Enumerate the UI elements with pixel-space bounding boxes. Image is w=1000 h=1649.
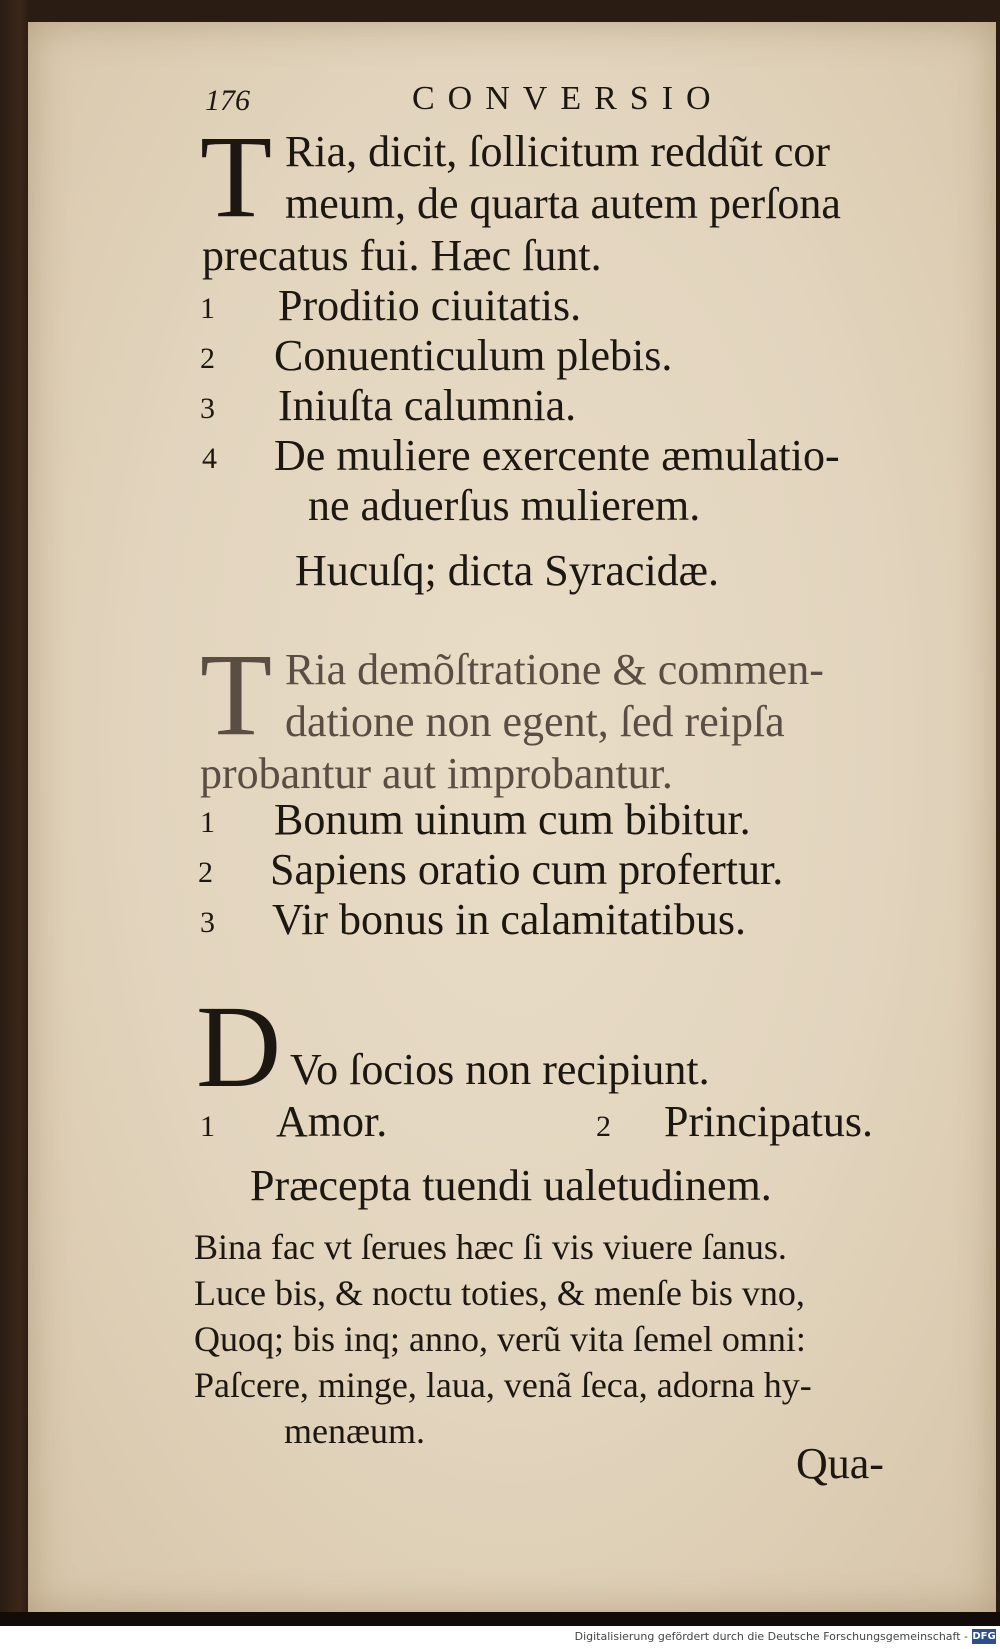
- list-item: Sapiens oratio cum profertur.: [270, 845, 784, 894]
- verse-line: Bina fac vt ſerues hæc ſi vis viuere ſanus.: [194, 1227, 787, 1267]
- footer-credit: Digitalisierung gefördert durch die Deutsche Forschungsgemeinschaft -: [574, 1630, 968, 1643]
- section-closing: Hucuſq; dicta Syracidæ.: [295, 546, 720, 595]
- text-line: probantur aut improbantur.: [200, 749, 673, 798]
- list-number: 4: [202, 442, 217, 475]
- text-line: Vo ſocios non recipiunt.: [290, 1045, 710, 1094]
- section-heading: Præcepta tuendi ualetudinem.: [250, 1161, 772, 1210]
- list-number: 3: [200, 392, 215, 425]
- text-line: datione non egent, ſed reipſa: [285, 697, 785, 746]
- running-title: CONVERSIO: [412, 80, 724, 117]
- verse-line: menæum.: [284, 1411, 425, 1451]
- list-number: 2: [596, 1110, 611, 1143]
- list-number: 1: [200, 1110, 215, 1143]
- catchword: Qua-: [796, 1439, 884, 1488]
- text-line: ne aduerſus mulierem.: [308, 481, 701, 530]
- text-line: Ria demõſtratione & commen-: [285, 645, 824, 694]
- list-number: 2: [200, 342, 215, 375]
- scan-edge: [0, 1612, 1000, 1626]
- drop-cap-t: T: [200, 629, 273, 760]
- drop-cap-d: D: [196, 981, 282, 1112]
- verse-line: Luce bis, & noctu toties, & menſe bis vno,: [194, 1273, 805, 1313]
- list-item: Principatus.: [664, 1097, 873, 1146]
- footer-bar: [0, 1626, 1000, 1649]
- list-number: 2: [198, 856, 213, 889]
- verse-line: Quoq; bis inq; anno, verũ vita ſemel omni:: [194, 1319, 806, 1359]
- list-item: Bonum uinum cum bibitur.: [274, 795, 751, 844]
- list-item: Conuenticulum plebis.: [274, 331, 673, 380]
- list-number: 1: [200, 292, 215, 325]
- list-number: 3: [200, 906, 215, 939]
- dfg-logo: DFG: [972, 1631, 996, 1642]
- list-item: Amor.: [276, 1097, 388, 1146]
- page-number: 176: [205, 84, 250, 117]
- list-number: 1: [200, 806, 215, 839]
- text-line: Ria, dicit, ſollicitum reddũt cor: [285, 127, 830, 176]
- drop-cap-t: T: [200, 111, 273, 242]
- list-item: De muliere exercente æmulatio-: [274, 431, 840, 480]
- text-line: precatus fui. Hæc ſunt.: [202, 231, 602, 280]
- list-item: Vir bonus in calamitatibus.: [272, 895, 746, 944]
- list-item: Proditio ciuitatis.: [278, 281, 582, 330]
- verse-line: Paſcere, minge, laua, venã ſeca, adorna hy-: [194, 1365, 812, 1405]
- text-line: meum, de quarta autem perſona: [285, 179, 841, 228]
- list-item: Iniuſta calumnia.: [278, 381, 577, 430]
